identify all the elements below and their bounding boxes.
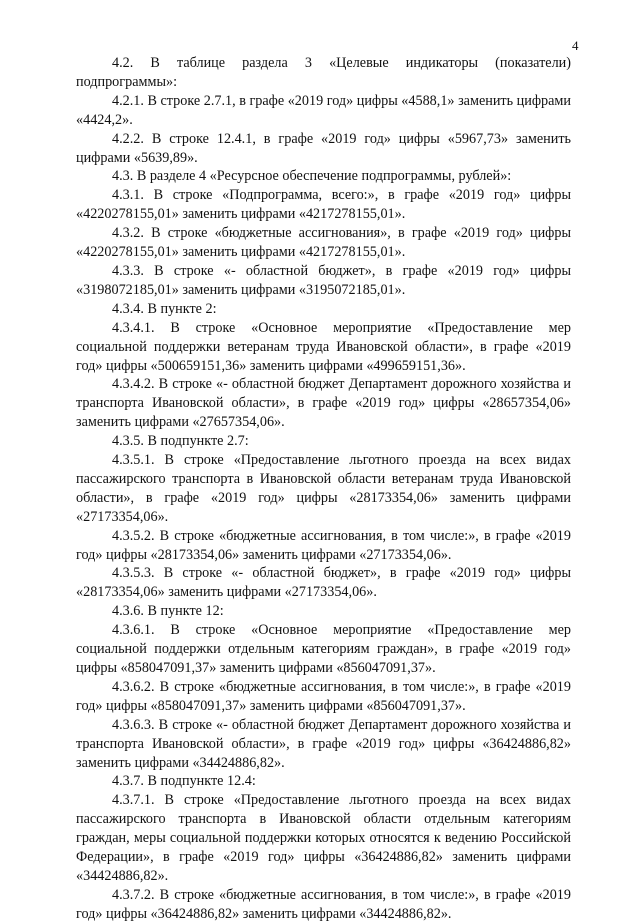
paragraph-4-3-2: 4.3.2. В строке «бюджетные ассигнования», в графе «2019 год» цифры «4220278155,01» заменить цифрами «4217278155,01». xyxy=(76,225,571,261)
paragraph-4-3-3: 4.3.3. В строке «- областной бюджет», в графе «2019 год» цифры «3198072185,01» заменить цифрами «3195072185,01». xyxy=(76,262,571,298)
paragraph-4-3-5-3: 4.3.5.3. В строке «- областной бюджет», в графе «2019 год» цифры «28173354,06» заменить цифрами «27173354,06». xyxy=(76,565,571,601)
paragraph-4-3-4: 4.3.4. В пункте 2: xyxy=(112,300,217,317)
paragraph-4-2: 4.2. В таблице раздела 3 «Целевые индикаторы (показатели) подпрограммы»: xyxy=(76,55,571,90)
paragraph-4-3-6-2: 4.3.6.2. В строке «бюджетные ассигнования, в том числе:», в графе «2019 год» цифры «858047091,37» заменить цифрами «856047091,37». xyxy=(76,678,571,714)
document-body xyxy=(76,54,571,924)
paragraph-4-3: 4.3. В разделе 4 «Ресурсное обеспечение подпрограммы, рублей»: xyxy=(112,168,512,185)
paragraph-4-3-7-1: 4.3.7.1. В строке «Предоставление льготного проезда на всех видах пассажирского транспорта в Ивановской области отдельным категориям граждан, меры социальной поддержки которых относятся к ведению Российской Федерации», в графе «2019 год» цифры «36424886,82» заменить цифрами «34424886,82». xyxy=(76,792,571,884)
page-number: 4 xyxy=(572,38,579,53)
paragraph-4-3-4-2: 4.3.4.2. В строке «- областной бюджет Департамент дорожного хозяйства и транспорта Ивановской области», в графе «2019 год» цифры «28657354,06» заменить цифрами «27657354,06». xyxy=(76,376,571,431)
paragraph-4-3-4-1: 4.3.4.1. В строке «Основное мероприятие «Предоставление мер социальной поддержки ветеранам труда Ивановской области», в графе «2019 год» цифры «500659151,36» заменить цифрами «499659151,36». xyxy=(76,319,571,374)
paragraph-4-3-5-2: 4.3.5.2. В строке «бюджетные ассигнования, в том числе:», в графе «2019 год» цифры «28173354,06» заменить цифрами «27173354,06». xyxy=(76,527,571,563)
paragraph-4-3-7-2: 4.3.7.2. В строке «бюджетные ассигнования, в том числе:», в графе «2019 год» цифры «36424886,82» заменить цифрами «34424886,82». xyxy=(76,886,571,922)
paragraph-4-3-5-1: 4.3.5.1. В строке «Предоставление льготного проезда на всех видах пассажирского транспорта в Ивановской области ветеранам труда Ивановской области», в графе «2019 год» цифры «28173354,06» заменить цифрами «27173354,06». xyxy=(76,452,571,525)
paragraph-4-3-6-1: 4.3.6.1. В строке «Основное мероприятие «Предоставление мер социальной поддержки отдельным категориям граждан», в графе «2019 год» цифры «858047091,37» заменить цифрами «856047091,37». xyxy=(76,622,571,676)
paragraph-4-3-1: 4.3.1. В строке «Подпрограмма, всего:», в графе «2019 год» цифры «4220278155,01» заменить цифрами «4217278155,01». xyxy=(76,187,571,223)
paragraph-4-2-2: 4.2.2. В строке 12.4.1, в графе «2019 год» цифры «5967,73» заменить цифрами «5639,89». xyxy=(76,130,571,166)
paragraph-4-3-5: 4.3.5. В подпункте 2.7: xyxy=(112,433,249,450)
paragraph-4-2-1: 4.2.1. В строке 2.7.1, в графе «2019 год» цифры «4588,1» заменить цифрами «4424,2». xyxy=(76,92,571,128)
paragraph-4-3-7: 4.3.7. В подпункте 12.4: xyxy=(112,773,256,790)
paragraph-4-3-6-3: 4.3.6.3. В строке «- областной бюджет Департамент дорожного хозяйства и транспорта Ивановской области», в графе «2019 год» цифры «36424886,82» заменить цифрами «34424886,82». xyxy=(76,716,571,771)
paragraph-4-3-6: 4.3.6. В пункте 12: xyxy=(112,603,224,620)
